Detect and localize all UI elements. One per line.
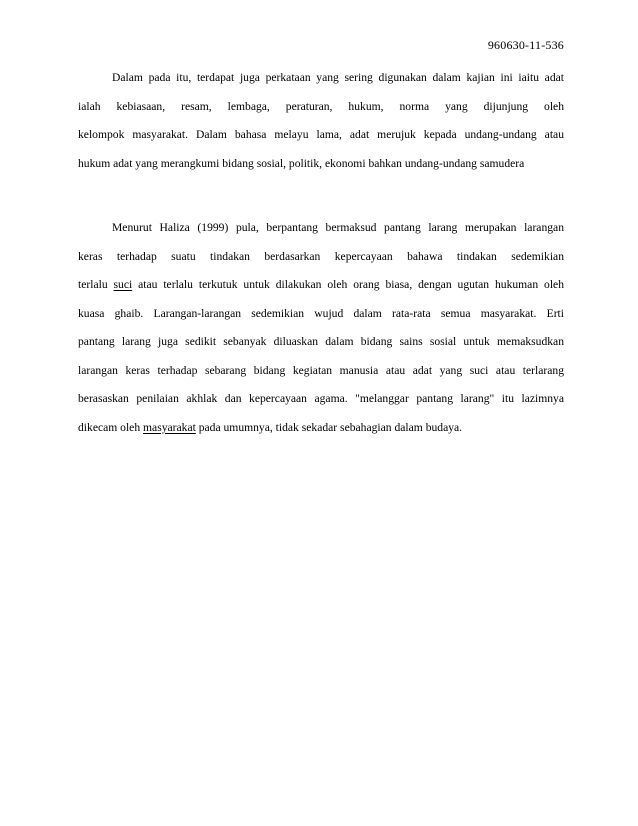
document-id: 960630-11-536	[487, 38, 564, 52]
paragraph-pantang-larang	[78, 214, 564, 442]
paragraph-adat	[78, 64, 564, 178]
paragraph-line: berasaskan penilaian akhlak dan kepercayaan agama. "melanggar pantang larang" itu lazimnya	[78, 392, 564, 405]
paragraph-line: kelompok masyarakat. Dalam bahasa melayu lama, adat merujuk kepada undang-undang atau	[78, 128, 564, 141]
paragraph-line	[78, 271, 564, 300]
line-text: terlalu	[78, 278, 114, 291]
line-text: dikecam oleh	[78, 420, 144, 434]
line-text: pada umumnya, tidak sekadar sebahagian dalam budaya.	[195, 420, 463, 434]
paragraph-line: Menurut Haliza (1999) pula, berpantang bermaksud pantang larang merupakan larangan	[112, 221, 564, 234]
paragraph-line	[78, 414, 564, 443]
paragraph-line: larangan keras terhadap sebarang bidang kegiatan manusia atau adat yang suci atau terlarang	[78, 363, 564, 377]
paragraph-line: Dalam pada itu, terdapat juga perkataan yang sering digunakan dalam kajian ini iaitu adat	[112, 71, 564, 84]
paragraph-line: keras terhadap suatu tindakan berdasarkan kepercayaan bahawa tindakan sedemikian	[78, 249, 564, 263]
line-text: atau terlalu terkutuk untuk dilakukan oleh orang biasa, dengan ugutan hukuman oleh	[132, 278, 564, 291]
paragraph-line: hukum adat yang merangkumi bidang sosial, politik, ekonomi bahkan undang-undang samudera	[78, 156, 525, 170]
underlined-word-suci: suci	[113, 278, 133, 291]
paragraph-line: ialah kebiasaan, resam, lembaga, peraturan, hukum, norma yang dijunjung oleh	[78, 99, 564, 113]
underlined-word-masyarakat: masyarakat	[143, 420, 196, 434]
paragraph-line: kuasa ghaib. Larangan-larangan sedemikian wujud dalam rata-rata semua masyarakat. Erti	[78, 306, 564, 320]
paragraph-line: pantang larang juga sedikit sebanyak diluaskan dalam bidang sains sosial untuk memaksudkan	[78, 335, 564, 348]
